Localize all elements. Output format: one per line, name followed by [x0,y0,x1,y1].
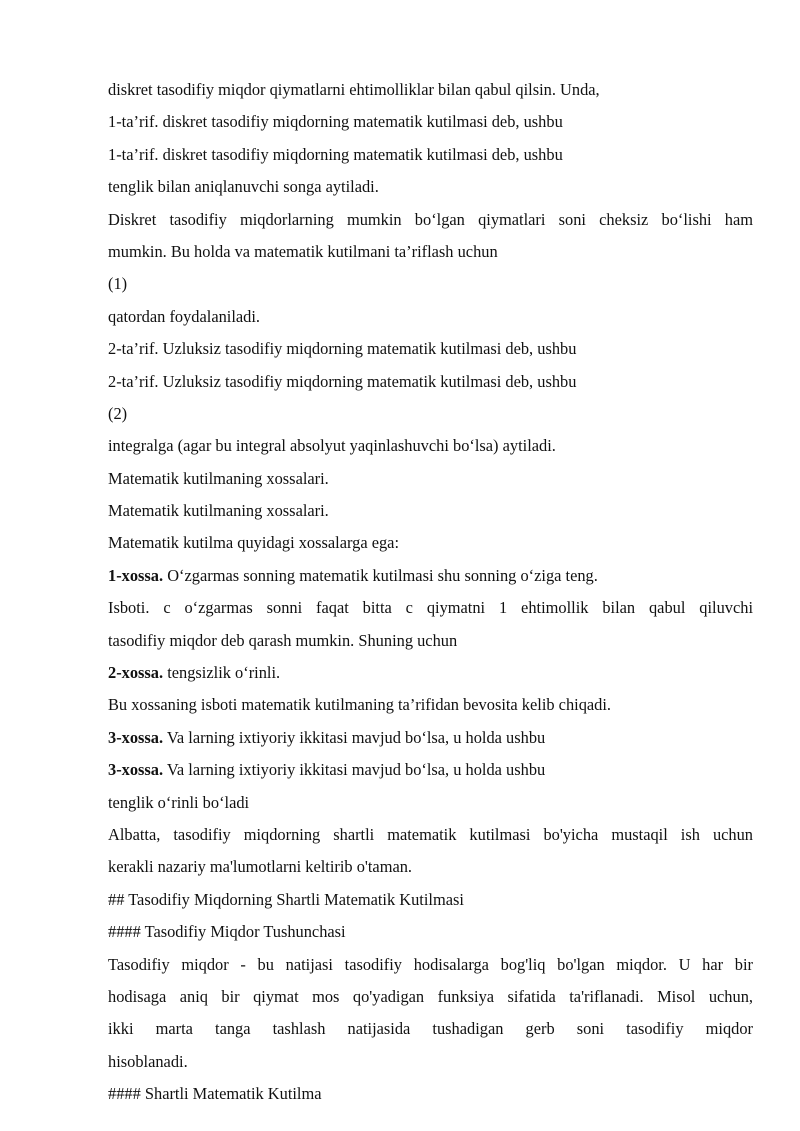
proof-line: Isboti. c o‘zgarmas sonni faqat bitta c qiymatni 1 ehtimollik bilan qabul qiluvchi [108,598,753,618]
text-line: qatordan foydalaniladi. [108,306,261,326]
text-line: tenglik o‘rinli bo‘ladi [108,792,250,812]
text-line: Diskret tasodifiy miqdorlarning mumkin bo‘lgan qiymatlari soni cheksiz bo‘lishi ham [108,209,753,229]
equation-number-2: (2) [108,403,128,423]
section-heading: Matematik kutilmaning xossalari. [108,468,329,488]
text-line: hisoblanadi. [108,1051,188,1071]
property-1-text: O‘zgarmas sonning matematik kutilmasi shu sonning o‘ziga teng. [163,565,598,585]
definition-1-line-duplicate: 1-ta’rif. diskret tasodifiy miqdorning matematik kutilmasi deb, ushbu [108,144,563,164]
property-3-text: Va larning ixtiyoriy ikkitasi mavjud bo‘lsa, u holda ushbu [163,727,546,747]
markdown-heading-4: #### Tasodifiy Miqdor Tushunchasi [108,922,346,942]
text-line: Bu xossaning isboti matematik kutilmaning ta’rifidan bevosita kelib chiqadi. [108,695,612,715]
property-2-line [108,657,753,689]
text-line: Tasodifiy miqdor - bu natijasi tasodifiy hodisalarga bog'liq bo'lgan miqdor. U har bir [108,954,753,974]
text-line: ikki marta tanga tashlash natijasida tushadigan gerb soni tasodifiy miqdor [108,1019,753,1039]
text-line: Matematik kutilma quyidagi xossalarga ega: [108,533,400,553]
property-1-line [108,560,753,592]
property-3-label: 3-xossa. [108,760,164,780]
text-line: Albatta, tasodifiy miqdorning shartli matematik kutilmasi bo'yicha mustaqil ish uchun [108,824,753,844]
text-line: mumkin. Bu holda va matematik kutilmani ta’riflash uchun [108,241,498,261]
definition-2-line: 2-ta’rif. Uzluksiz tasodifiy miqdorning matematik kutilmasi deb, ushbu [108,339,577,359]
property-3-line-duplicate [108,754,753,786]
text-line: kerakli nazariy ma'lumotlarni keltirib o'taman. [108,857,413,877]
definition-1-line: 1-ta’rif. diskret tasodifiy miqdorning matematik kutilmasi deb, ushbu [108,112,563,132]
section-heading-duplicate: Matematik kutilmaning xossalari. [108,501,329,521]
property-3-line [108,722,753,754]
equation-number-1: (1) [108,274,128,294]
text-line: hodisaga aniq bir qiymat mos qo'yadigan funksiya sifatida ta'riflanadi. Misol uchun, [108,986,753,1006]
property-2-label: 2-xossa. [108,663,164,683]
text-line: integralga (agar bu integral absolyut yaqinlashuvchi bo‘lsa) aytiladi. [108,436,556,456]
property-3-label: 3-xossa. [108,727,164,747]
markdown-heading-4: #### Shartli Matematik Kutilma [108,1084,322,1104]
property-3-text: Va larning ixtiyoriy ikkitasi mavjud bo‘lsa, u holda ushbu [163,760,546,780]
text-line: diskret tasodifiy miqdor qiymatlarni ehtimolliklar bilan qabul qilsin. Unda, [108,80,600,99]
definition-2-line-duplicate: 2-ta’rif. Uzluksiz tasodifiy miqdorning matematik kutilmasi deb, ushbu [108,371,577,391]
document-page [108,74,753,1111]
property-2-text: tengsizlik o‘rinli. [163,663,281,683]
markdown-heading-2: ## Tasodifiy Miqdorning Shartli Matematik Kutilmasi [108,889,464,909]
proof-line: tasodifiy miqdor deb qarash mumkin. Shuning uchun [108,630,458,650]
property-1-label: 1-xossa. [108,565,164,585]
text-line: tenglik bilan aniqlanuvchi songa aytiladi. [108,177,379,197]
